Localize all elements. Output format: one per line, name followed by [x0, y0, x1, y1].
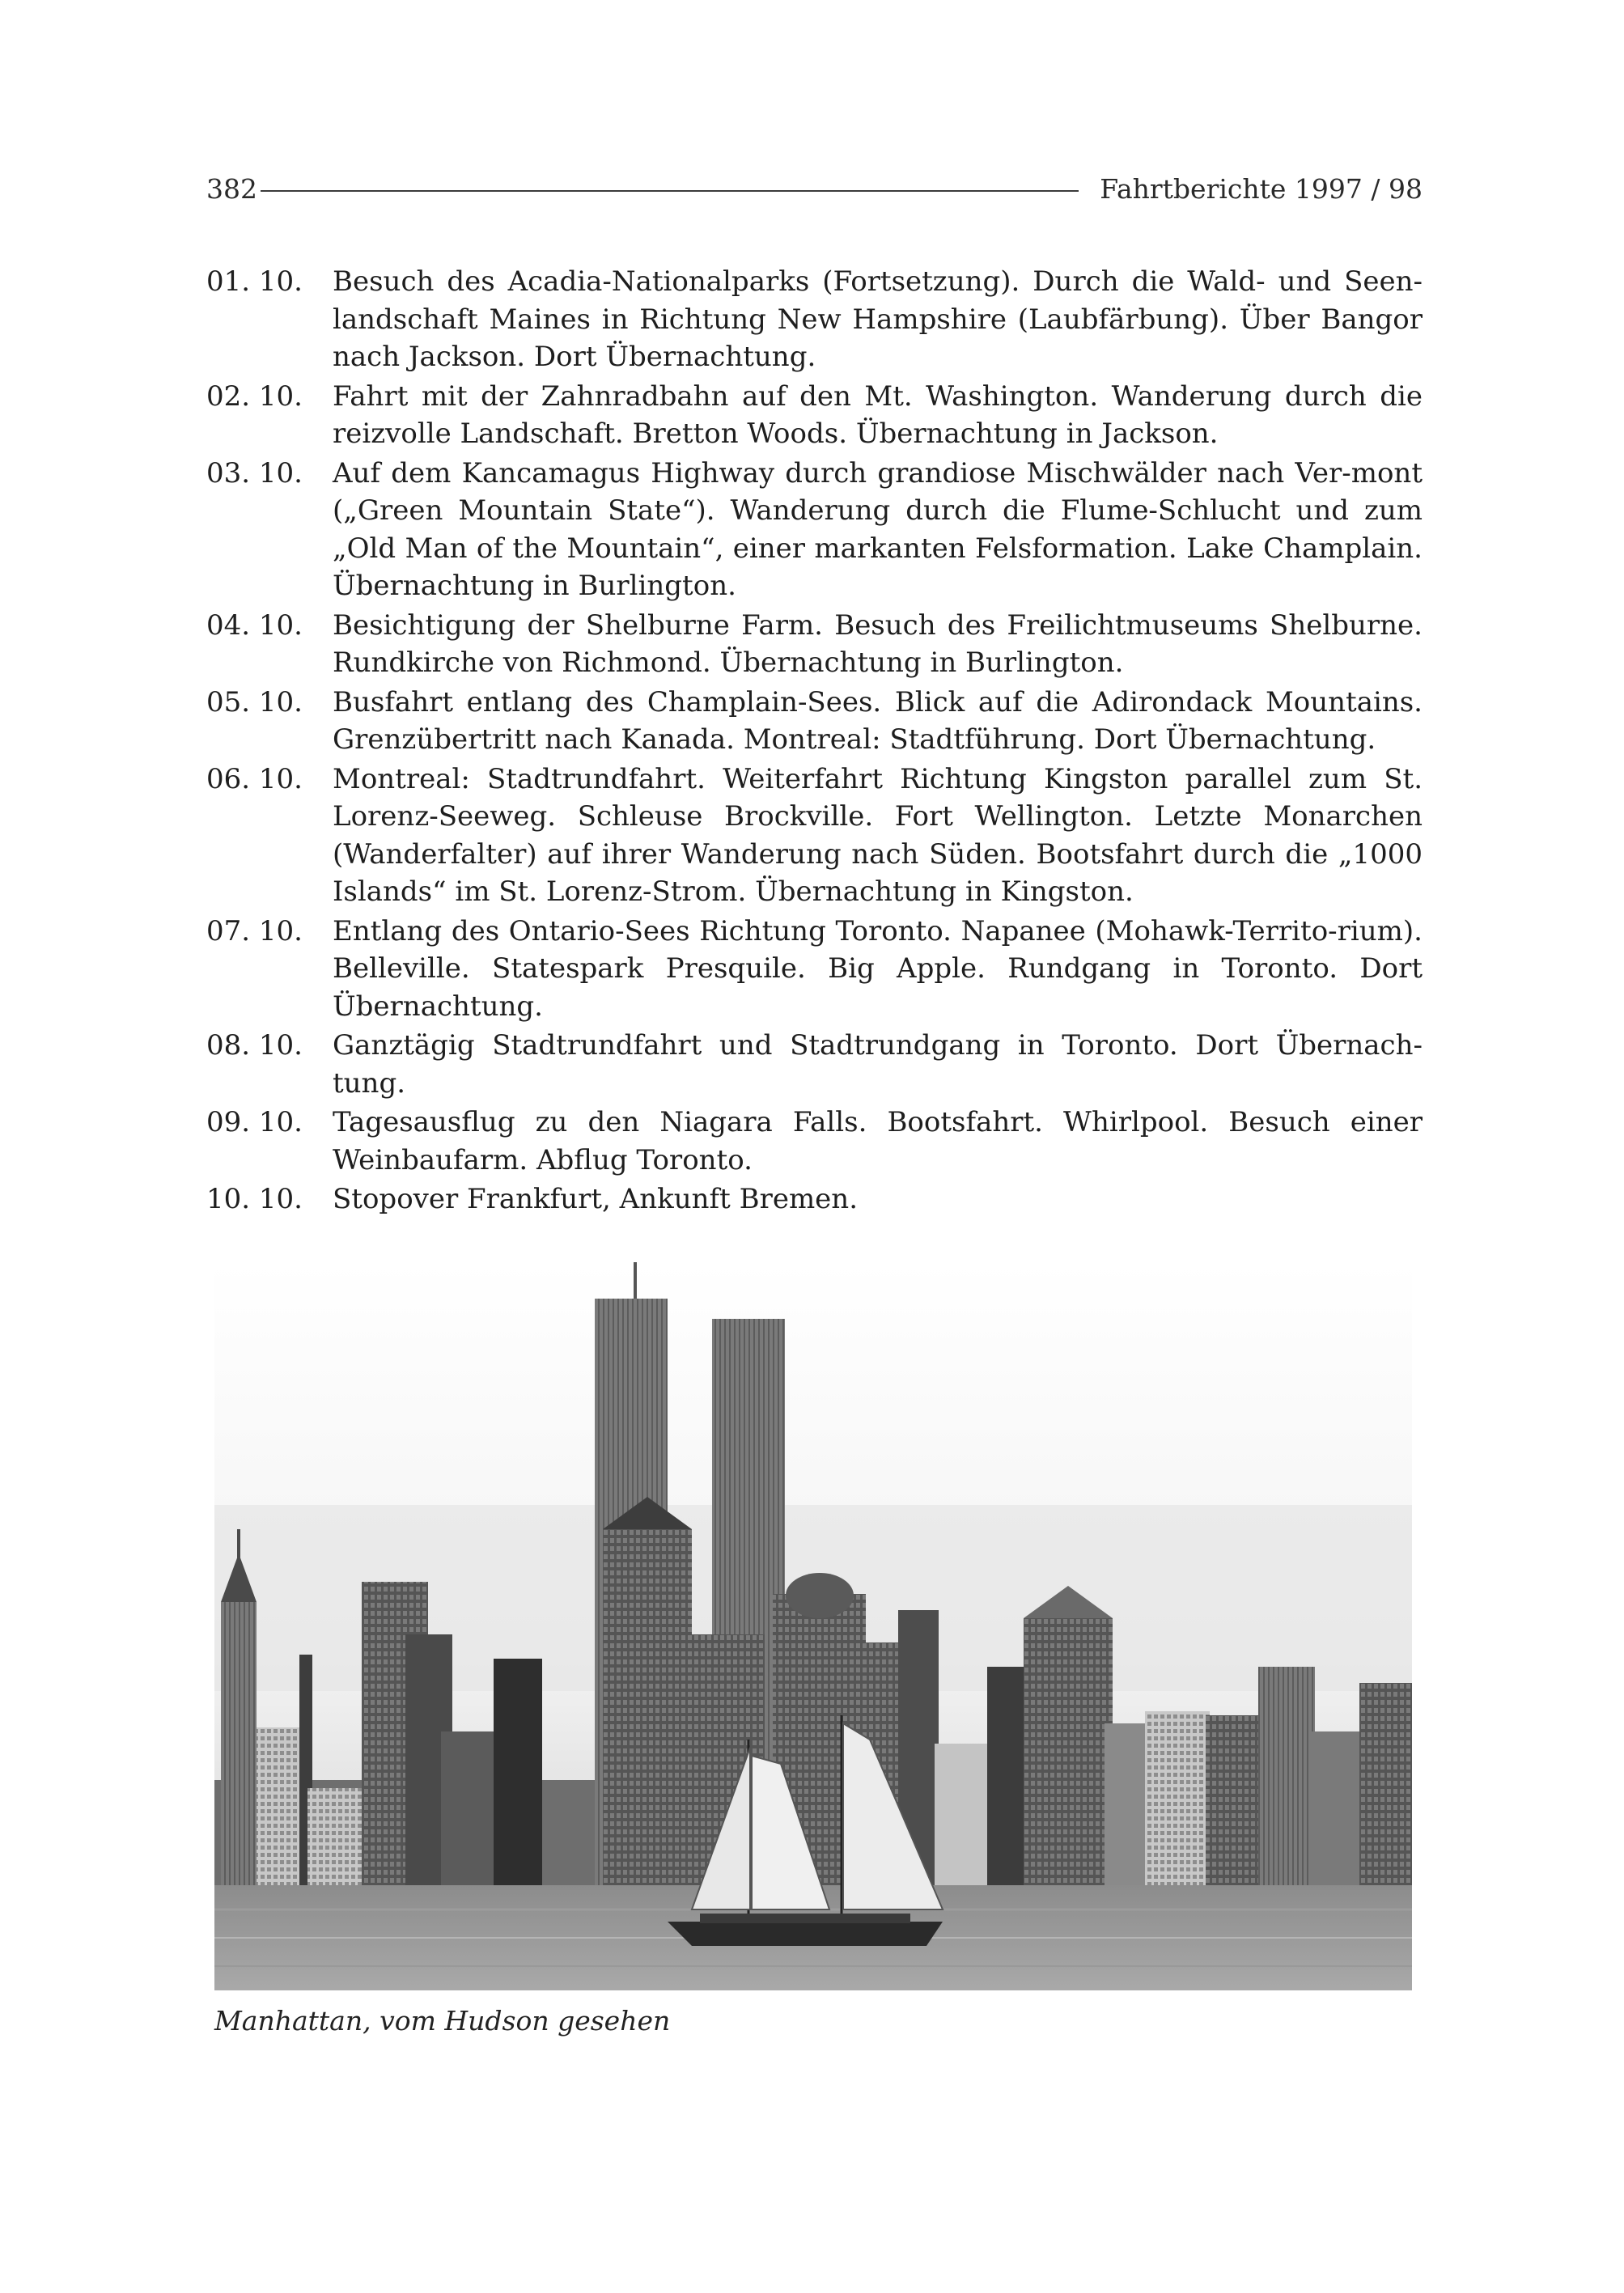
entry-text: Entlang des Ontario-Sees Richtung Toronto. Napanee (Mohawk-Territo-rium). Belleville. Statespark Presquile. Big Apple. Rundgang in Toronto. Dort Übernachtung. [333, 914, 1423, 1023]
entry-date: 04. 10. [206, 608, 303, 642]
entry-text: Besuch des Acadia-Nationalparks (Fortsetzung). Durch die Wald- und Seen-landschaft Maines in Richtung New Hampshire (Laubfärbung). Über Bangor nach Jackson. Dort Übernachtung. [333, 265, 1423, 373]
entry-date: 09. 10. [206, 1106, 303, 1138]
entry-date: 07. 10. [206, 914, 303, 947]
itinerary-entry [206, 1104, 1423, 1179]
entry-date: 03. 10. [206, 456, 303, 490]
photo-caption: Manhattan, vom Hudson gesehen [214, 2005, 671, 2037]
itinerary-entry [206, 913, 1423, 1026]
running-header [206, 168, 1423, 209]
entry-text: Fahrt mit der Zahnradbahn auf den Mt. Washington. Wanderung durch die reizvolle Landschaft. Bretton Woods. Übernachtung in Jackson. [333, 379, 1423, 450]
itinerary-entry [206, 607, 1423, 682]
entry-text: Ganztägig Stadtrundfahrt und Stadtrundgang in Toronto. Dort Übernach-tung. [333, 1029, 1423, 1100]
itinerary-entry [206, 1027, 1423, 1102]
page-number: 382 [206, 172, 257, 205]
itinerary-entry [206, 378, 1423, 453]
entry-text: Busfahrt entlang des Champlain-Sees. Blick auf die Adirondack Mountains. Grenzübertritt nach Kanada. Montreal: Stadtführung. Dort Übernachtung. [333, 685, 1423, 756]
running-title: Fahrtberichte 1997 / 98 [1100, 172, 1423, 205]
entry-date: 08. 10. [206, 1029, 303, 1062]
itinerary-entry [206, 455, 1423, 605]
entry-date: 10. 10. [206, 1183, 303, 1215]
entry-date: 05. 10. [206, 685, 303, 718]
entry-text: Tagesausflug zu den Niagara Falls. Bootsfahrt. Whirlpool. Besuch einer Weinbaufarm. Abflug Toronto. [333, 1106, 1423, 1176]
entry-date: 01. 10. [206, 265, 303, 298]
itinerary-entry [206, 1180, 1423, 1219]
entry-date: 06. 10. [206, 762, 303, 795]
entry-text: Montreal: Stadtrundfahrt. Weiterfahrt Richtung Kingston parallel zum St. Lorenz-Seeweg. Schleuse Brockville. Fort Wellington. Letzte Monarchen (Wanderfalter) auf ihrer Wanderung nach Süden. Bootsfahrt durch die „1000 Islands“ im St. Lorenz-Strom. Übernachtung in Kingston. [333, 762, 1423, 908]
itinerary-list [206, 263, 1423, 1220]
itinerary-entry [206, 684, 1423, 759]
entry-date: 02. 10. [206, 379, 303, 413]
header-rule [261, 190, 1079, 192]
entry-text: Stopover Frankfurt, Ankunft Bremen. [333, 1183, 859, 1215]
manhattan-skyline-photo [214, 1262, 1412, 1990]
itinerary-entry [206, 263, 1423, 376]
itinerary-entry [206, 761, 1423, 911]
entry-text: Auf dem Kancamagus Highway durch grandiose Mischwälder nach Ver-mont („Green Mountain State“). Wanderung durch die Flume-Schlucht und zum „Old Man of the Mountain“, einer markanten Felsformation. Lake Champlain. Übernachtung in Burlington. [333, 456, 1423, 602]
entry-text: Besichtigung der Shelburne Farm. Besuch des Freilichtmuseums Shelburne. Rundkirche von Richmond. Übernachtung in Burlington. [333, 608, 1423, 679]
